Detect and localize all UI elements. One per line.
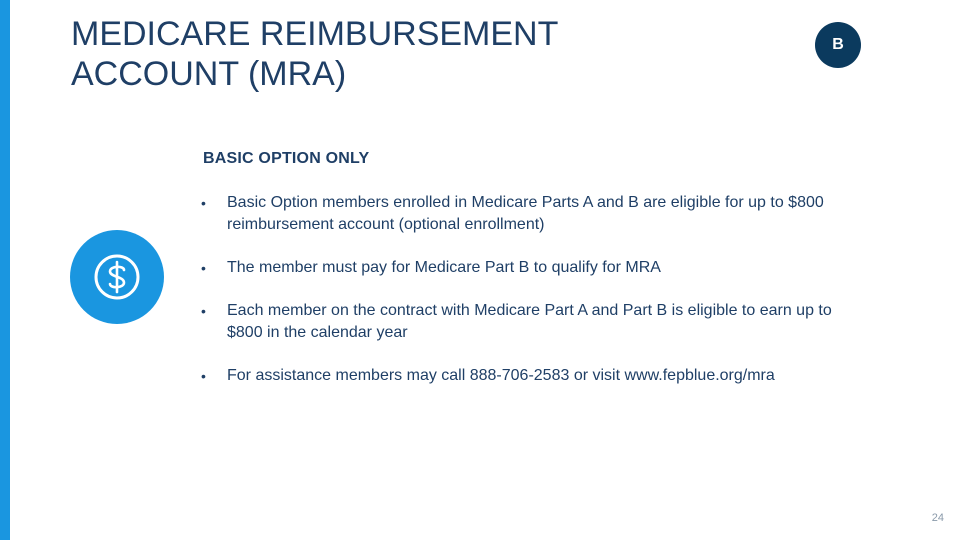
option-badge: B: [815, 22, 861, 68]
title-line-2: ACCOUNT (MRA): [71, 55, 347, 93]
bullet-marker: •: [201, 195, 206, 211]
bullet-text: Basic Option members enrolled in Medicare Parts A and B are eligible for up to $800 reimbursement account (optional enrollment): [227, 194, 824, 233]
title-line-1: MEDICARE REIMBURSEMENT: [71, 15, 559, 53]
bullet-item: [201, 300, 861, 344]
page-number: 24: [931, 512, 944, 524]
bullet-list: [201, 192, 861, 387]
page-title: [71, 14, 691, 94]
bullet-text: Each member on the contract with Medicare Part A and Part B is eligible to earn up to $800 in the calendar year: [227, 302, 832, 341]
bullet-text: The member must pay for Medicare Part B to qualify for MRA: [227, 259, 661, 276]
bullet-item: [201, 192, 861, 236]
bullet-marker: •: [201, 303, 206, 319]
left-accent-bar: [0, 0, 10, 540]
bullet-marker: •: [201, 260, 206, 276]
dollar-sign-icon: [70, 230, 164, 324]
bullet-marker: •: [201, 368, 206, 384]
bullet-item: [201, 257, 861, 279]
bullet-item: [201, 365, 861, 387]
bullet-text: For assistance members may call 888-706-2583 or visit www.fepblue.org/mra: [227, 367, 775, 384]
section-subheading: BASIC OPTION ONLY: [203, 150, 370, 167]
